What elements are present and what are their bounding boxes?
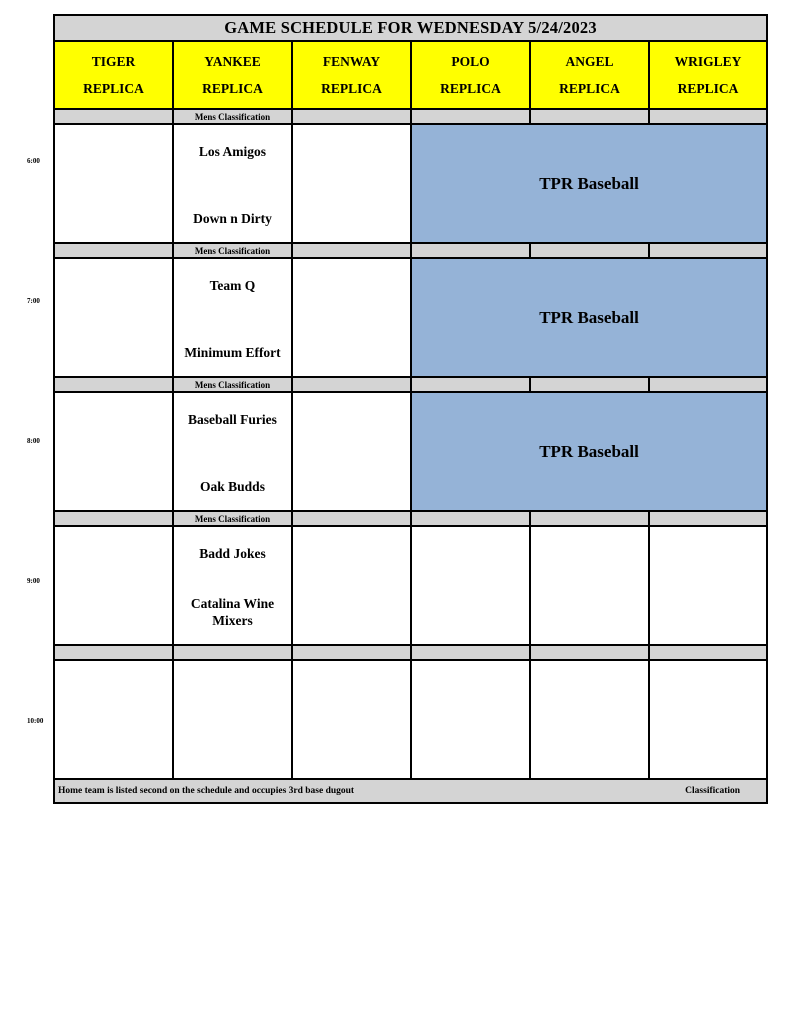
schedule-sheet — [53, 14, 766, 837]
classification-band — [54, 377, 767, 392]
footer-classification: Classification — [685, 786, 741, 796]
away-team: Badd Jokes — [199, 545, 266, 561]
classification-band — [54, 243, 767, 258]
field-header-wrigley: WRIGLEY REPLICA — [649, 41, 767, 109]
game-cell — [173, 392, 292, 511]
empty-cell — [292, 392, 411, 511]
empty-cell — [292, 526, 411, 645]
empty-cell — [530, 660, 649, 779]
time-label-7: 7:00 — [27, 297, 40, 305]
classification-label: Mens Classification — [173, 243, 292, 258]
classification-band — [54, 645, 767, 660]
empty-cell — [54, 660, 173, 779]
empty-cell — [411, 526, 530, 645]
time-label-10: 10:00 — [27, 717, 44, 725]
classification-label: Mens Classification — [173, 109, 292, 124]
empty-cell — [649, 660, 767, 779]
time-label-8: 8:00 — [27, 437, 40, 445]
field-header-tiger: TIGER REPLICA — [54, 41, 173, 109]
empty-cell — [530, 526, 649, 645]
time-label-9: 9:00 — [27, 577, 40, 585]
classification-band — [54, 511, 767, 526]
footer-note: Home team is listed second on the schedule and occupies 3rd base dugout — [58, 786, 355, 796]
rental-block: TPR Baseball — [411, 124, 767, 243]
slot-row-10 — [54, 660, 767, 779]
away-team: Los Amigos — [198, 143, 267, 159]
empty-cell — [292, 258, 411, 377]
field-header-row — [54, 41, 767, 109]
empty-cell — [292, 124, 411, 243]
classification-label: Mens Classification — [173, 377, 292, 392]
away-team: Baseball Furies — [188, 411, 277, 427]
empty-cell — [173, 660, 292, 779]
empty-cell — [292, 660, 411, 779]
empty-cell — [649, 526, 767, 645]
away-team: Team Q — [209, 277, 256, 293]
game-cell — [173, 124, 292, 243]
slot-row-9 — [54, 526, 767, 645]
classification-label: Mens Classification — [173, 511, 292, 526]
rental-block: TPR Baseball — [411, 258, 767, 377]
game-cell — [173, 258, 292, 377]
empty-cell — [54, 526, 173, 645]
game-cell — [173, 526, 292, 645]
field-header-fenway: FENWAY REPLICA — [292, 41, 411, 109]
home-team: Catalina Wine Mixers — [190, 595, 275, 628]
slot-row-7 — [54, 258, 767, 377]
page-title: GAME SCHEDULE FOR WEDNESDAY 5/24/2023 — [54, 15, 767, 41]
schedule-table — [53, 14, 768, 804]
home-team: Minimum Effort — [184, 344, 281, 360]
field-header-angel: ANGEL REPLICA — [530, 41, 649, 109]
home-team: Oak Budds — [200, 478, 265, 494]
rental-block: TPR Baseball — [411, 392, 767, 511]
slot-row-6 — [54, 124, 767, 243]
empty-cell — [54, 258, 173, 377]
field-header-polo: POLO REPLICA — [411, 41, 530, 109]
footer-bar — [54, 779, 767, 803]
time-label-6: 6:00 — [27, 157, 40, 165]
home-team: Down n Dirty — [193, 210, 272, 226]
slot-row-8 — [54, 392, 767, 511]
empty-cell — [54, 124, 173, 243]
empty-cell — [411, 660, 530, 779]
empty-cell — [54, 392, 173, 511]
field-header-yankee: YANKEE REPLICA — [173, 41, 292, 109]
classification-band — [54, 109, 767, 124]
